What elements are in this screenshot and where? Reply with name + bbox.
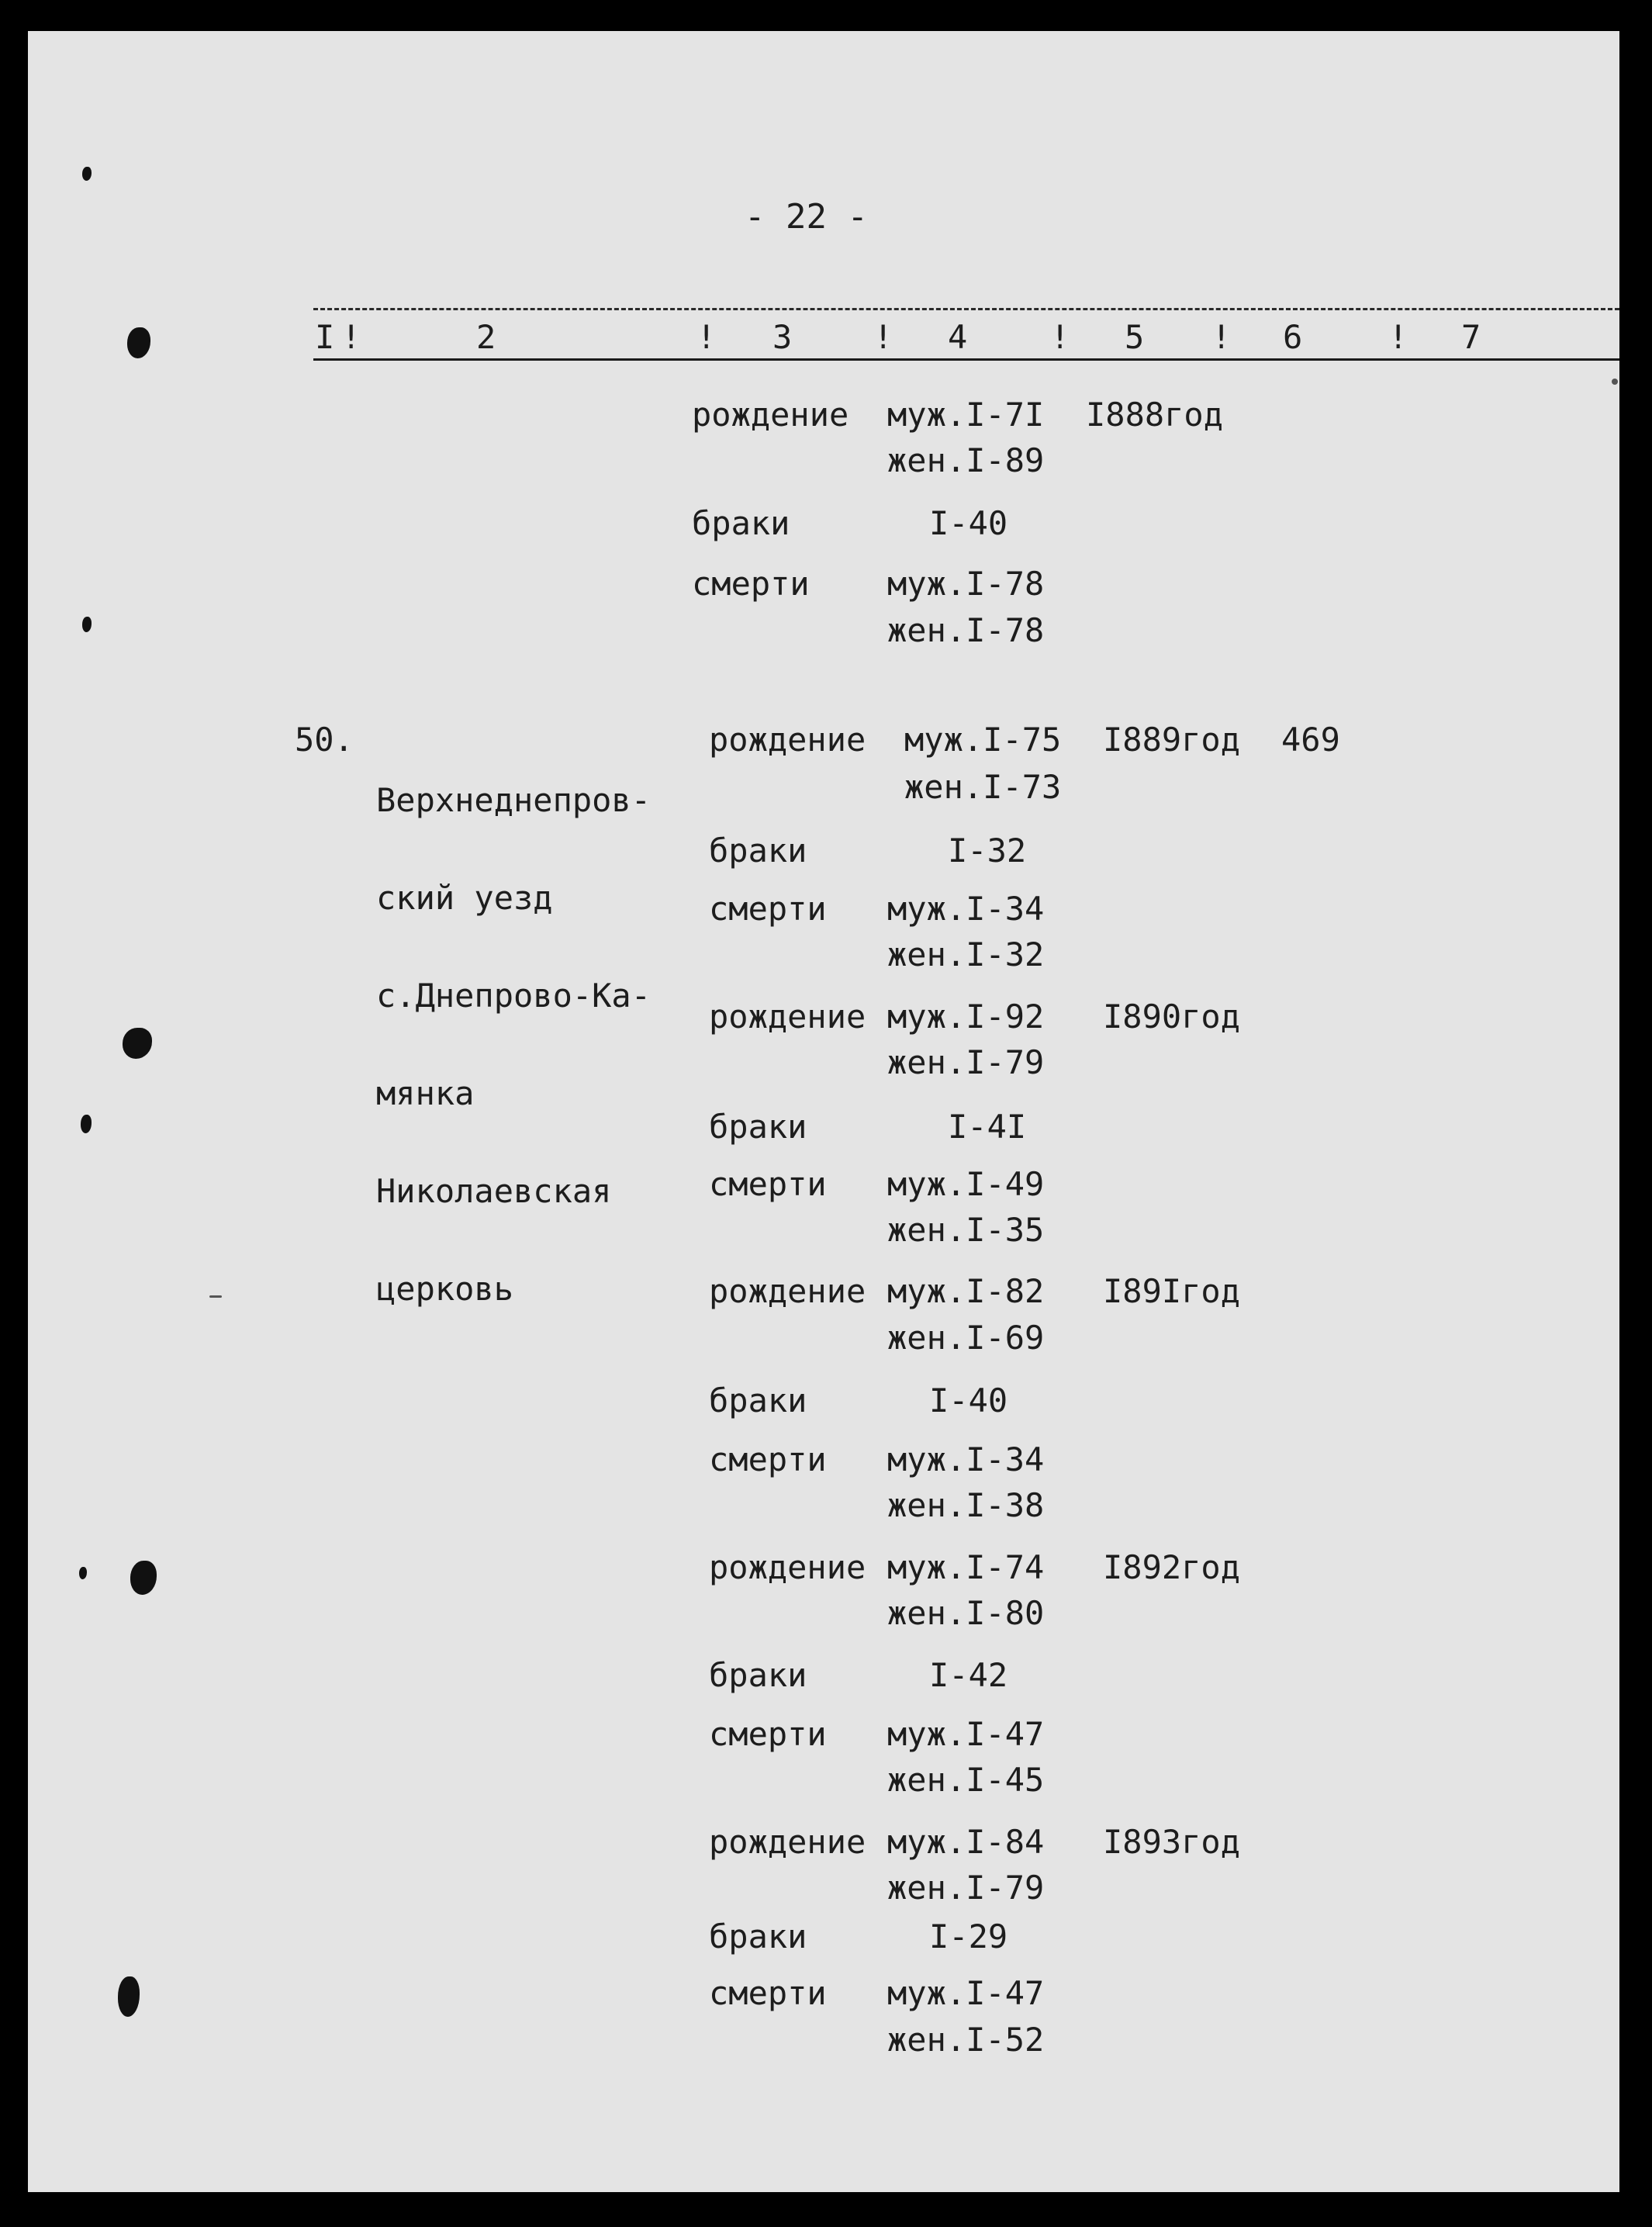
- header-separator: !: [341, 318, 361, 356]
- punch-hole: [127, 327, 150, 358]
- header-col-1: I: [315, 318, 335, 356]
- births-female: жен.I-73: [904, 768, 1062, 806]
- header-separator: !: [1388, 318, 1408, 356]
- deaths-label: смерти: [709, 1715, 827, 1753]
- marriages-label: браки: [709, 1382, 807, 1420]
- record-year: I892год: [1103, 1548, 1241, 1586]
- births-male: муж.I-92: [887, 998, 1045, 1036]
- marriages-count: I-40: [929, 1382, 1008, 1420]
- deaths-male: муж.I-34: [887, 1440, 1045, 1478]
- place-line: Верхнеднепров-: [376, 781, 651, 819]
- marriages-label: браки: [709, 1108, 807, 1146]
- births-label: рождение: [709, 1823, 866, 1861]
- punch-hole: [118, 1976, 140, 2017]
- header-col-5: 5: [1125, 318, 1145, 356]
- deaths-male: муж.I-34: [887, 890, 1045, 928]
- births-male: муж.I-74: [887, 1548, 1045, 1586]
- births-male: муж.I-82: [887, 1272, 1045, 1310]
- deaths-female: жен.I-35: [887, 1211, 1045, 1249]
- births-male: муж.I-84: [887, 1823, 1045, 1861]
- births-female: жен.I-79: [887, 1869, 1045, 1907]
- deaths-male: муж.I-47: [887, 1974, 1045, 2012]
- deaths-label: смерти: [709, 1165, 827, 1203]
- header-separator: !: [1211, 318, 1232, 356]
- page-number: - 22 -: [745, 197, 868, 237]
- punch-hole: [123, 1028, 152, 1059]
- deaths-female: жен.I-78: [887, 611, 1045, 649]
- births-female: жен.I-89: [887, 441, 1045, 479]
- document-page: [28, 31, 1619, 2192]
- marriages-count: I-32: [948, 832, 1027, 870]
- births-label: рождение: [709, 1548, 866, 1586]
- deaths-male: муж.I-49: [887, 1165, 1045, 1203]
- record-year: I893год: [1103, 1823, 1241, 1861]
- header-bottom-rule: [313, 358, 1619, 361]
- marriages-count: I-4I: [948, 1108, 1027, 1146]
- header-separator: !: [696, 318, 717, 356]
- marriages-label: браки: [709, 832, 807, 870]
- marriages-label: браки: [709, 1656, 807, 1694]
- punch-hole: [82, 617, 92, 632]
- births-label: рождение: [709, 998, 866, 1036]
- ink-speck: [1612, 379, 1618, 385]
- header-col-3: 3: [772, 318, 793, 356]
- deaths-label: смерти: [709, 1974, 827, 2012]
- place-line: с.Днепрово-Ка-: [376, 977, 651, 1015]
- punch-hole: [130, 1561, 157, 1595]
- punch-hole: [81, 1115, 92, 1133]
- deaths-label: смерти: [692, 565, 810, 603]
- header-separator: !: [1050, 318, 1070, 356]
- marriages-count: I-42: [929, 1656, 1008, 1694]
- header-separator: !: [873, 318, 893, 356]
- record-year: I889год: [1103, 721, 1241, 759]
- deaths-female: жен.I-45: [887, 1761, 1045, 1799]
- punch-hole: [79, 1567, 87, 1579]
- births-label: рождение: [709, 721, 866, 759]
- marriages-count: I-40: [929, 504, 1008, 542]
- marriages-label: браки: [709, 1918, 807, 1956]
- place-line: ский уезд: [376, 879, 553, 917]
- header-col-2: 2: [476, 318, 496, 356]
- place-line: мянка: [376, 1074, 475, 1112]
- deaths-label: смерти: [709, 1440, 827, 1478]
- deaths-male: муж.I-78: [887, 565, 1045, 603]
- births-male: муж.I-75: [904, 721, 1062, 759]
- record-year: I888год: [1086, 396, 1224, 434]
- ink-speck: [209, 1295, 222, 1298]
- header-col-6: 6: [1283, 318, 1303, 356]
- births-label: рождение: [709, 1272, 866, 1310]
- sheet-count: 469: [1281, 721, 1340, 759]
- births-male: муж.I-7I: [887, 396, 1045, 434]
- births-label: рождение: [692, 396, 849, 434]
- deaths-female: жен.I-38: [887, 1486, 1045, 1524]
- marriages-label: браки: [692, 504, 790, 542]
- record-year: I890год: [1103, 998, 1241, 1036]
- deaths-female: жен.I-32: [887, 935, 1045, 973]
- header-top-rule: [313, 308, 1619, 310]
- births-female: жен.I-79: [887, 1043, 1045, 1081]
- record-year: I89Iгод: [1103, 1272, 1241, 1310]
- deaths-label: смерти: [709, 890, 827, 928]
- deaths-female: жен.I-52: [887, 2021, 1045, 2059]
- births-female: жен.I-80: [887, 1594, 1045, 1632]
- place-line: Николаевская: [376, 1172, 612, 1210]
- punch-hole: [82, 167, 92, 181]
- parish-description: [376, 719, 651, 1371]
- births-female: жен.I-69: [887, 1319, 1045, 1357]
- marriages-count: I-29: [929, 1918, 1008, 1956]
- entry-number: 50.: [295, 721, 354, 759]
- place-line: церковь: [376, 1270, 514, 1308]
- header-col-7: 7: [1461, 318, 1481, 356]
- deaths-male: муж.I-47: [887, 1715, 1045, 1753]
- header-col-4: 4: [948, 318, 968, 356]
